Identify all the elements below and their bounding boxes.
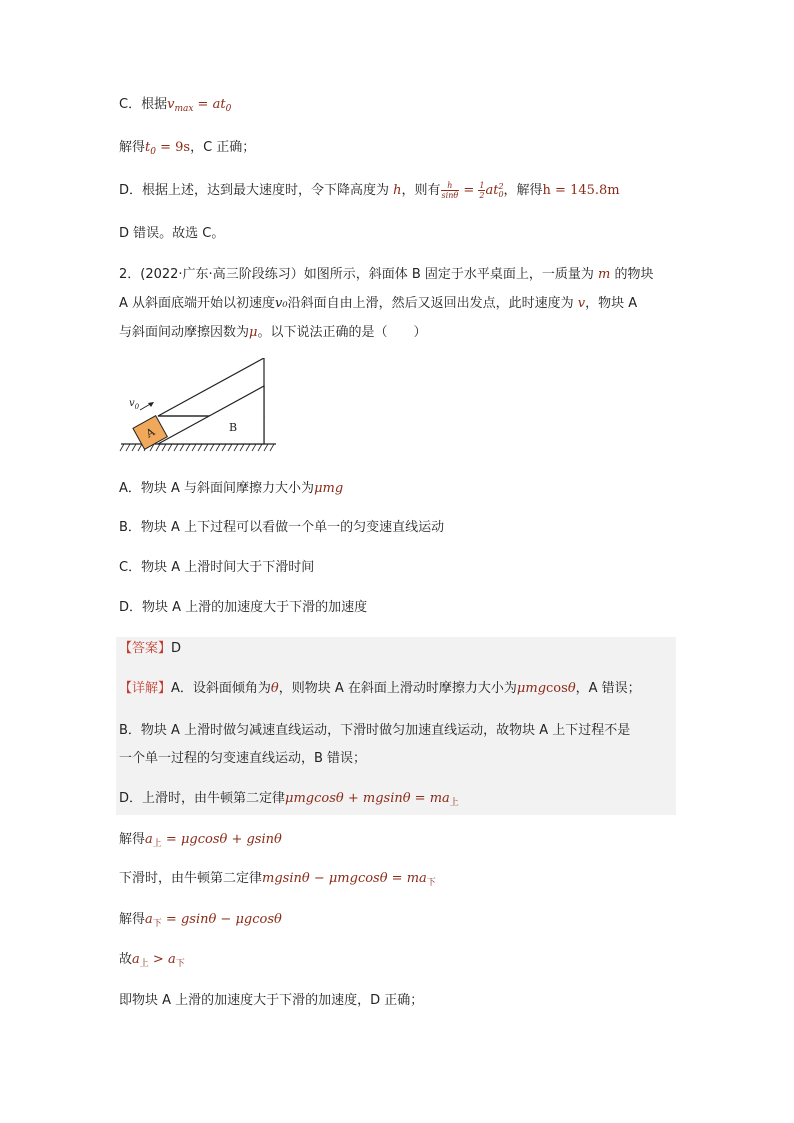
option-a: A．物块 A 与斜面间摩擦力大小为μmg <box>119 481 344 496</box>
detail-a-line: 【详解】A．设斜面倾角为θ，则物块 A 在斜面上滑动时摩擦力大小为μmgcosθ，A 错误； <box>119 681 641 696</box>
option-d: D．物块 A 上滑的加速度大于下滑的加速度 <box>119 600 368 615</box>
prev-d-line: D．根据上述，达到最大速度时，令下降高度为 h，则有 $\frac{h}{\sin\theta}$ = $\frac{1}{2}$ at 2 0 ，解得h = 145.8m <box>119 181 620 200</box>
detail-b-line-2: 一个单一过程的匀变速直线运动，B 错误； <box>119 751 367 766</box>
detail-d-line: D．上滑时，由牛顿第二定律$\mu mgcos\theta + mgsin\theta = ma_上$ <box>119 791 459 808</box>
solve-up-line: 解得$a_上 = \mu gcos\theta + gsin\theta$ <box>119 832 282 849</box>
prev-c-result: 解得$t_0 = 9s$，C 正确； <box>119 140 256 157</box>
question-line-2: A 从斜面底端开始以初速度v₀沿斜面自由上滑，然后又返回出发点，此时速度为 v，物块 A <box>119 296 638 311</box>
answer-line: 【答案】D <box>119 641 182 656</box>
question-line-3: 与斜面间动摩擦因数为μ。以下说法正确的是（ ） <box>119 325 427 340</box>
solve-down-line: 解得$a_下 = gsin\theta - \mu gcos\theta$ <box>119 912 282 929</box>
block-a-label: A <box>143 425 157 441</box>
option-b: B．物块 A 上下过程可以看做一个单一的匀变速直线运动 <box>119 520 445 535</box>
compare-line: 故$a_上 > a_下$ <box>119 952 185 969</box>
option-c: C．物块 A 上滑时间大于下滑时间 <box>119 560 315 575</box>
detail-b-line-1: B．物块 A 上滑时做匀减速直线运动，下滑时做匀加速直线运动，故物块 A 上下过程不是 <box>119 723 631 738</box>
prev-c-line: C．根据$v_{max} = at_0$ <box>119 97 232 114</box>
v0-label: $v_0$ <box>129 398 140 411</box>
down-line: 下滑时，由牛顿第二定律$mgsin\theta - \mu mgcos\theta = ma_下$ <box>119 871 436 888</box>
conclusion-line: 即物块 A 上滑的加速度大于下滑的加速度，D 正确； <box>119 993 424 1008</box>
fraction-half: $\frac{1}{2}$ <box>479 181 485 200</box>
incline-b-label: B <box>229 421 238 434</box>
question-line-1: 2．(2022·广东·高三阶段练习）如图所示，斜面体 B 固定于水平桌面上，一质量为 m 的物块 <box>119 267 654 282</box>
prev-d-wrong: D 错误。故选 C。 <box>119 226 225 241</box>
fraction-h-sin: $\frac{h}{\sin\theta}$ <box>441 181 459 200</box>
incline-body <box>158 386 264 444</box>
incline-figure <box>118 358 278 458</box>
